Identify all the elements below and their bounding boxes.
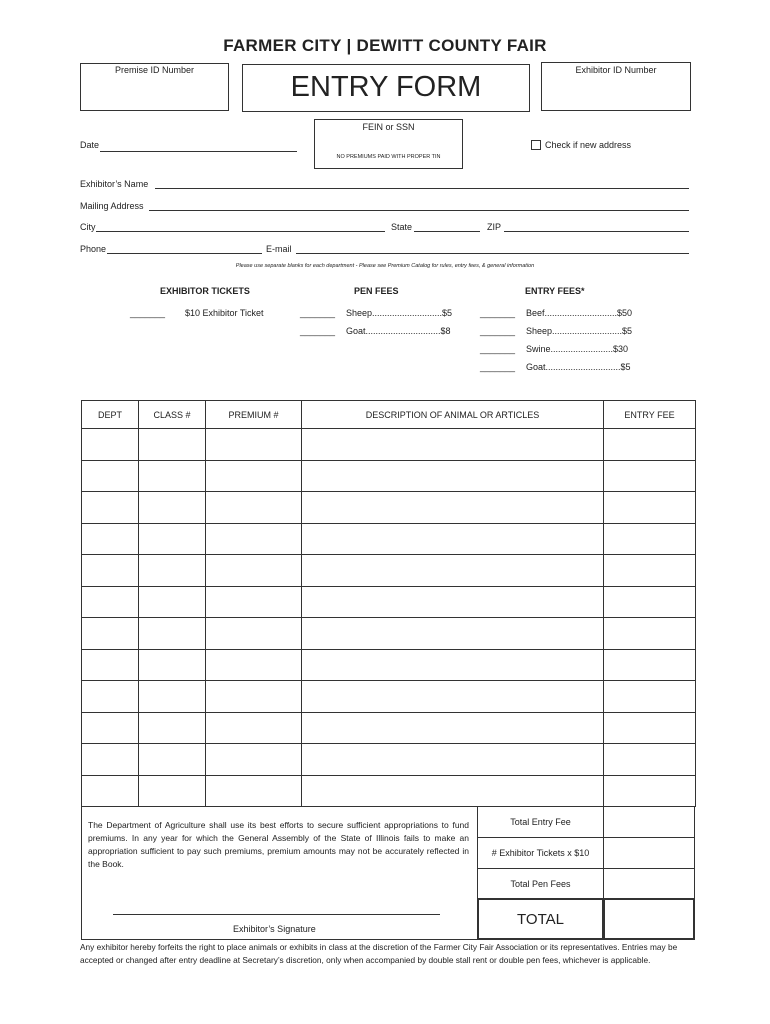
disclaimer-text: The Department of Agriculture shall use its best efforts to secure sufficient appropriations to fund premiums. In any year for which the General Assembly of the State of Illinois fails to make an appropriation sufficient to pay such premiums, premium amounts may not be accurately reflected in the Book. xyxy=(88,820,469,869)
table-row xyxy=(82,460,696,492)
total-pen-fees-field[interactable] xyxy=(603,868,695,899)
entry-fee-cell[interactable] xyxy=(604,523,696,555)
total-label: TOTAL xyxy=(477,898,604,940)
table-row xyxy=(82,429,696,461)
pen-goat-blank[interactable]: _______ xyxy=(300,326,336,336)
table-row xyxy=(82,618,696,650)
signature-field[interactable] xyxy=(113,914,440,915)
table-row xyxy=(82,775,696,807)
total-pen-fees-label: Total Pen Fees xyxy=(477,868,604,899)
premium-cell[interactable] xyxy=(206,429,302,461)
class-cell[interactable] xyxy=(139,775,206,807)
table-row xyxy=(82,555,696,587)
class-cell[interactable] xyxy=(139,618,206,650)
premium-cell[interactable] xyxy=(206,460,302,492)
entry-sheep-blank[interactable]: _______ xyxy=(480,326,516,336)
total-entry-fee-label: Total Entry Fee xyxy=(477,806,604,838)
forfeit-text: Any exhibitor hereby forfeits the right to place animals or exhibits in class at the discretion of the Farmer City Fair Association or its representatives. Entries may be accepted or changed after entry deadline at Secretary’s discretion, only when accompanied by double stall rent or double pen fees, whichever is applicable. xyxy=(80,942,678,965)
description-header: DESCRIPTION OF ANIMAL OR ARTICLES xyxy=(302,401,604,429)
class-cell[interactable] xyxy=(139,429,206,461)
class-cell[interactable] xyxy=(139,744,206,776)
dept-cell[interactable] xyxy=(82,649,139,681)
table-row xyxy=(82,649,696,681)
zip-label: ZIP xyxy=(487,222,502,232)
table-row xyxy=(82,492,696,524)
pen-sheep: Sheep............................$5 xyxy=(346,308,453,318)
dept-cell[interactable] xyxy=(82,523,139,555)
fein-label: FEIN or SSN xyxy=(362,122,415,132)
description-cell[interactable] xyxy=(302,618,604,650)
class-cell[interactable] xyxy=(139,586,206,618)
ticket-item: $10 Exhibitor Ticket xyxy=(185,308,264,318)
exhibitor-tickets-total-field[interactable] xyxy=(603,837,695,869)
pen-goat: Goat..............................$8 xyxy=(346,326,451,336)
table-row xyxy=(82,586,696,618)
description-cell[interactable] xyxy=(302,681,604,713)
city-field[interactable] xyxy=(96,231,385,232)
description-cell[interactable] xyxy=(302,492,604,524)
premium-cell[interactable] xyxy=(206,681,302,713)
entry-fee-cell[interactable] xyxy=(604,555,696,587)
premium-cell[interactable] xyxy=(206,555,302,587)
description-cell[interactable] xyxy=(302,429,604,461)
class-cell[interactable] xyxy=(139,492,206,524)
city-label: City xyxy=(80,222,96,232)
description-cell[interactable] xyxy=(302,649,604,681)
dept-cell[interactable] xyxy=(82,460,139,492)
date-label: Date xyxy=(80,140,100,150)
total-entry-fee-field[interactable] xyxy=(603,806,695,838)
table-body xyxy=(82,429,696,807)
exhibitor-tickets-total-label: # Exhibitor Tickets x $10 xyxy=(477,837,604,869)
exhibitor-name-label: Exhibitor’s Name xyxy=(80,179,149,189)
description-cell[interactable] xyxy=(302,523,604,555)
pen-fees-header: PEN FEES xyxy=(354,286,399,296)
premise-id-label: Premise ID Number xyxy=(114,65,195,75)
class-header: CLASS # xyxy=(139,401,206,429)
entry-fee-cell[interactable] xyxy=(604,775,696,807)
new-address-label: Check if new address xyxy=(545,140,632,150)
email-field[interactable] xyxy=(296,253,689,254)
class-cell[interactable] xyxy=(139,555,206,587)
description-cell[interactable] xyxy=(302,775,604,807)
dept-cell[interactable] xyxy=(82,712,139,744)
department-note: Please use separate blanks for each department - Please see Premium Catalog for rules, entry fees, & general information xyxy=(235,263,535,269)
dept-cell[interactable] xyxy=(82,429,139,461)
premium-cell[interactable] xyxy=(206,492,302,524)
dept-cell[interactable] xyxy=(82,744,139,776)
state-label: State xyxy=(391,222,413,232)
zip-field[interactable] xyxy=(504,231,689,232)
dept-cell[interactable] xyxy=(82,555,139,587)
premium-cell[interactable] xyxy=(206,775,302,807)
table-header-row xyxy=(82,401,696,429)
entries-table xyxy=(81,400,696,807)
table-row xyxy=(82,523,696,555)
email-label: E-mail xyxy=(266,244,292,254)
state-field[interactable] xyxy=(414,231,480,232)
dept-cell[interactable] xyxy=(82,775,139,807)
mailing-address-label: Mailing Address xyxy=(80,201,144,211)
entry-form-title-box xyxy=(242,64,530,112)
entry-fee-cell[interactable] xyxy=(604,649,696,681)
premium-cell[interactable] xyxy=(206,618,302,650)
table-row xyxy=(82,681,696,713)
entry-fee-cell[interactable] xyxy=(604,492,696,524)
fein-note: NO PREMIUMS PAID WITH PROPER TIN xyxy=(336,154,441,160)
entry-beef-blank[interactable]: _______ xyxy=(480,308,516,318)
premium-cell[interactable] xyxy=(206,649,302,681)
entry-goat: Goat..............................$5 xyxy=(526,362,631,372)
entry-fee-cell[interactable] xyxy=(604,460,696,492)
fein-box[interactable] xyxy=(314,119,463,169)
fair-title: FARMER CITY | DEWITT COUNTY FAIR xyxy=(223,36,547,55)
class-cell[interactable] xyxy=(139,460,206,492)
premium-header: PREMIUM # xyxy=(206,401,302,429)
premise-id-box[interactable] xyxy=(80,63,229,111)
exhibitor-tickets-header: EXHIBITOR TICKETS xyxy=(160,286,250,296)
class-cell[interactable] xyxy=(139,712,206,744)
description-cell[interactable] xyxy=(302,555,604,587)
entry-fee-cell[interactable] xyxy=(604,712,696,744)
entry-fee-cell[interactable] xyxy=(604,744,696,776)
entry-fees-header: ENTRY FEES* xyxy=(525,286,585,296)
date-field[interactable] xyxy=(100,151,297,152)
dept-header: DEPT xyxy=(82,401,139,429)
dept-cell[interactable] xyxy=(82,681,139,713)
exhibitor-name-field[interactable] xyxy=(155,188,689,189)
description-cell[interactable] xyxy=(302,460,604,492)
dept-cell[interactable] xyxy=(82,618,139,650)
phone-label: Phone xyxy=(80,244,107,254)
entry-swine: Swine.........................$30 xyxy=(526,344,629,354)
phone-field[interactable] xyxy=(107,253,262,254)
new-address-checkbox[interactable] xyxy=(531,140,541,150)
ticket-blank[interactable]: _______ xyxy=(130,308,166,318)
entry-form-title: ENTRY FORM xyxy=(290,71,482,103)
premium-cell[interactable] xyxy=(206,586,302,618)
entry-fee-cell[interactable] xyxy=(604,586,696,618)
class-cell[interactable] xyxy=(139,523,206,555)
premium-cell[interactable] xyxy=(206,712,302,744)
entry-fee-cell[interactable] xyxy=(604,681,696,713)
table-row xyxy=(82,744,696,776)
entry-fee-cell[interactable] xyxy=(604,429,696,461)
premium-cell[interactable] xyxy=(206,523,302,555)
exhibitor-id-box[interactable] xyxy=(541,62,691,111)
entry-sheep: Sheep............................$5 xyxy=(526,326,633,336)
dept-cell[interactable] xyxy=(82,492,139,524)
entry-fee-cell[interactable] xyxy=(604,618,696,650)
description-cell[interactable] xyxy=(302,586,604,618)
class-cell[interactable] xyxy=(139,681,206,713)
class-cell[interactable] xyxy=(139,649,206,681)
pen-sheep-blank[interactable]: _______ xyxy=(300,308,336,318)
exhibitor-id-label: Exhibitor ID Number xyxy=(575,65,657,75)
entry-beef: Beef.............................$50 xyxy=(526,308,633,318)
entry-goat-blank[interactable]: _______ xyxy=(480,362,516,372)
signature-label: Exhibitor’s Signature xyxy=(233,924,316,934)
description-cell[interactable] xyxy=(302,744,604,776)
premium-cell[interactable] xyxy=(206,744,302,776)
mailing-address-field[interactable] xyxy=(149,210,689,211)
entry-swine-blank[interactable]: _______ xyxy=(480,344,516,354)
table-row xyxy=(82,712,696,744)
description-cell[interactable] xyxy=(302,712,604,744)
dept-cell[interactable] xyxy=(82,586,139,618)
total-field[interactable] xyxy=(603,898,695,940)
entry-fee-header: ENTRY FEE xyxy=(604,401,696,429)
